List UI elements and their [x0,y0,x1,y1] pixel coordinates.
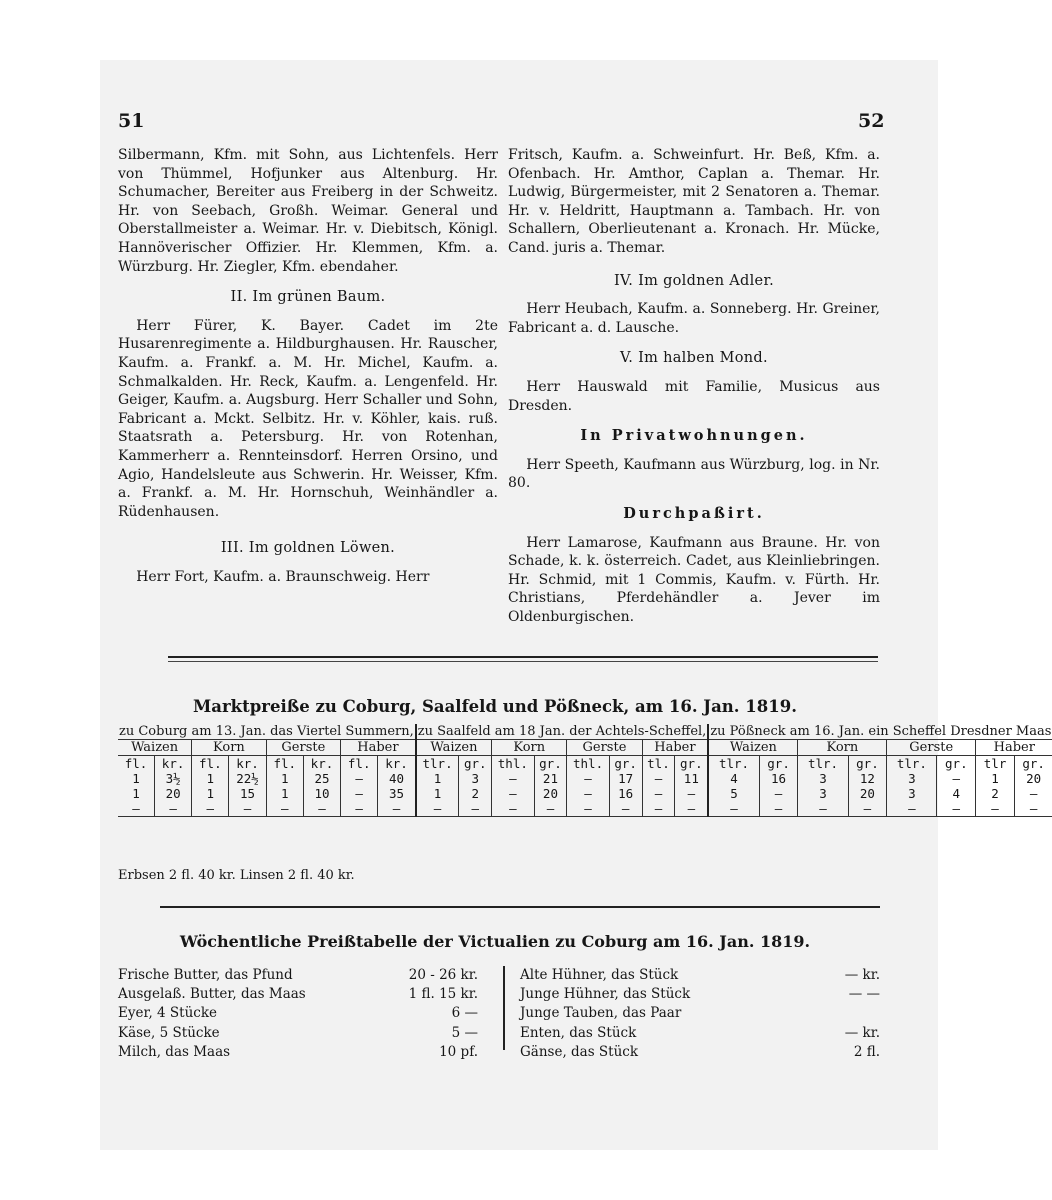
victualien-item-name: Frische Butter, das Pfund [118,967,293,983]
market-cell: fl. [266,756,303,772]
market-cell: 1 [266,771,303,786]
victualien-item-name: Käse, 5 Stücke [118,1024,220,1041]
market-cell: — [567,786,609,801]
market-cell: — [567,801,609,817]
market-cell: 1 [416,786,459,801]
market-cell: — [708,801,759,817]
victualien-left-list [118,966,478,1062]
market-footnote: Erbsen 2 fl. 40 kr. Linsen 2 fl. 40 kr. [118,868,355,883]
section-heading-7: Durchpaßirt. [623,504,765,522]
market-cell: 20 [1014,771,1052,786]
right-column [508,146,880,626]
market-cell: gr. [937,756,976,772]
market-grain-row [118,740,1052,756]
market-cell: — [675,786,708,801]
market-cell: — [459,801,492,817]
market-group-header-row [118,724,1052,740]
market-cell: thl. [567,756,609,772]
market-cell: gr. [534,756,567,772]
market-grain-header: Haber [341,740,416,756]
market-grain-header: Gerste [266,740,340,756]
page-number-right: 52 [858,110,885,132]
market-cell: 40 [378,771,416,786]
victualien-item-price: 10 pf. [439,1043,478,1060]
victualien-row [520,1004,880,1023]
right-paragraph-6: Herr Speeth, Kaufmann aus Würzburg, log. in Nr. 80. [508,456,880,492]
market-grain-header: Korn [798,740,887,756]
market-cell: 16 [759,771,798,786]
victualien-row [520,966,880,985]
market-cell: fl. [192,756,229,772]
market-grain-header: Waizen [416,740,492,756]
market-cell: 10 [303,786,340,801]
market-cell: — [192,801,229,817]
victualien-item-price: 2 fl. [853,1043,880,1060]
market-cell: 22½ [229,771,266,786]
right-paragraph-4: Herr Heubach, Kaufm. a. Sonneberg. Hr. Greiner, Fabricant a. d. Lausche. [508,301,880,336]
market-cell: fl. [124,756,148,771]
market-cell: 3½ [154,771,191,786]
market-cell: kr. [303,756,340,772]
right-paragraph-1: Fritsch, Kaufm. a. Schweinfurt. Hr. Beß, Kfm. a. Ofenbach. Hr. Amthor, Caplan a. Themar. Hr. Ludwig, Bürgermeister, mit 2 Senatoren a. Themar. Hr. v. Heldritt, Hauptmann a. Tambach. Hr. von Schallern, Oberlieutenant a. Kronach. Hr. Mücke, Cand. juris a. Themar. [508,147,880,256]
market-cell: 1 [266,786,303,801]
market-cell: gr. [459,756,492,772]
market-cell: — [118,801,154,817]
market-cell: — [492,801,534,817]
market-cell: gr. [759,756,798,772]
market-cell: 1 [132,771,140,786]
market-cell: tl. [642,756,675,772]
section-heading-2: II. Im grünen Baum. [230,289,386,306]
victualien-item-price: — kr. [844,967,880,983]
page-number-left: 51 [118,110,145,132]
market-prices-table [118,724,1052,817]
market-cell: gr. [1014,756,1052,772]
market-group-header: zu Coburg am 13. Jan. das Viertel Summern, [119,724,414,739]
market-cell: 3 [887,786,937,801]
market-cell: tlr. [887,756,937,772]
market-group-header: zu Pößneck am 16. Jan. ein Scheffel Dresdner Maas [710,724,1052,739]
market-cell: — [378,801,416,817]
victualien-row [118,1043,478,1062]
victualien-item-price: 1 fl. 15 kr. [408,986,478,1003]
victualien-row [520,1043,880,1062]
victualien-title: Wöchentliche Preißtabelle der Victualien zu Coburg am 16. Jan. 1819. [179,932,811,951]
market-cell: tlr. [708,756,759,772]
market-cell: gr. [848,756,887,772]
market-prices-title: Marktpreiße zu Coburg, Saalfeld und Pößneck, am 16. Jan. 1819. [193,697,797,716]
victualien-item-price: 6 — [451,1005,478,1022]
market-cell: fl. [341,756,378,772]
market-cell: 2 [976,786,1015,801]
victualien-item-price: — — [848,986,880,1003]
market-cell: tlr [976,756,1015,772]
market-cell: — [848,801,887,817]
market-cell: 20 [848,786,887,801]
section-heading-3: III. Im goldnen Löwen. [220,540,396,557]
market-cell: — [642,771,675,786]
left-paragraph-2: Herr Fürer, K. Bayer. Cadet im 2te Husarenregimente a. Hildburghausen. Hr. Rauscher, Kaufm. a. Frankf. a. M. Hr. Michel, Kaufm. a. Schmalkalden. Hr. Reck, Kaufm. a. Lengenfeld. Hr. Geiger, Kaufm. a. Augsburg. Herr Schaller und Sohn, Fabricant a. Mckt. Selbitz. Hr. v. Köhler, kais. ruß. Staatsrath a. Petersburg. Hr. von Rotenhan, Kammerherr a. Rennteinsdorf. Herren Orsino, und Agio, Handelsleute aus Schwerin. Hr. Weisser, Kfm. a. Frankf. a. M. Hr. Hornschuh, Weinhändler a. Rüdenhausen. [118,317,498,520]
market-cell: tlr. [416,756,459,772]
left-paragraph-3: Herr Fort, Kaufm. a. Braunschweig. Herr [136,568,430,585]
market-cell: — [341,786,378,801]
market-cell: 20 [154,786,191,801]
market-cell: — [341,801,378,817]
market-cell: 1 [976,771,1015,786]
market-cell: tlr. [798,756,848,772]
market-cell: — [266,801,303,817]
market-cell: — [492,786,534,801]
victualien-row [118,985,478,1004]
market-cell: — [759,786,798,801]
market-cell: — [798,801,848,817]
victualien-divider [503,966,505,1050]
victualien-item-name: Gänse, das Stück [520,1043,639,1060]
market-cell: — [887,801,937,817]
victualien-item-price: — kr. [844,1024,880,1041]
market-cell: — [976,801,1015,817]
section-heading-5: V. Im halben Mond. [620,350,768,367]
market-cell: — [1014,801,1052,817]
market-cell: 3 [459,771,492,786]
victualien-item-name: Ausgelaß. Butter, das Maas [118,986,306,1003]
victualien-right-list [520,966,880,1062]
section-heading-6: In Privatwohnungen. [580,427,808,445]
market-cell: 12 [848,771,887,786]
market-group-header: zu Saalfeld am 18 Jan. der Achtels-Scheffel, [417,724,707,739]
market-unit-row [118,756,1052,772]
market-cell: — [341,771,378,786]
market-grain-header: Korn [192,740,266,756]
market-grain-header: Korn [492,740,567,756]
market-cell: 2 [459,786,492,801]
market-cell: — [937,801,976,817]
market-cell: — [229,801,266,817]
victualien-item-name: Eyer, 4 Stücke [118,1005,218,1022]
market-cell: — [642,786,675,801]
victualien-item-price: 5 — [451,1024,478,1041]
market-cell: gr. [609,756,642,772]
victualien-item-name: Milch, das Maas [118,1043,231,1060]
divider-rule-1b [168,661,878,662]
market-price-row [118,786,1052,801]
market-cell: — [642,801,675,817]
market-cell: 11 [675,771,708,786]
market-cell: 4 [708,771,759,786]
victualien-item-name: Junge Hühner, das Stück [520,986,691,1003]
market-cell: 1 [132,786,140,801]
market-cell: 1 [192,786,229,801]
market-grain-header: Haber [642,740,708,756]
market-cell: — [609,801,642,817]
section-heading-4: IV. Im goldnen Adler. [614,272,774,289]
market-cell: 20 [534,786,567,801]
victualien-row [118,1004,478,1023]
market-cell: gr. [675,756,708,772]
market-cell: 21 [534,771,567,786]
market-cell: 4 [937,786,976,801]
market-cell: 17 [609,771,642,786]
right-paragraph-7: Herr Lamarose, Kaufmann aus Braune. Hr. von Schade, k. k. österreich. Cadet, aus Kleinliebringen. Hr. Schmid, mit 1 Commis, Kaufm. v. Fürth. Hr. Christians, Pferdehändler a. Jever im Oldenburgischen. [508,534,880,625]
market-grain-header: Gerste [887,740,976,756]
market-cell: kr. [378,756,416,772]
market-cell: — [416,801,459,817]
market-cell: kr. [229,756,266,772]
market-cell: thl. [492,756,534,772]
victualien-row [118,966,478,985]
market-cell: 16 [609,786,642,801]
market-cell: 5 [708,786,759,801]
market-cell: — [534,801,567,817]
market-price-row [118,801,1052,817]
market-cell: — [759,801,798,817]
market-grain-header: Gerste [567,740,642,756]
victualien-item-price: 20 - 26 kr. [408,967,478,983]
right-paragraph-5: Herr Hauswald mit Familie, Musicus aus Dresden. [508,378,880,414]
victualien-item-name: Alte Hühner, das Stück [520,967,679,983]
market-cell: 3 [798,786,848,801]
left-paragraph-1: Silbermann, Kfm. mit Sohn, aus Lichtenfels. Herr von Thümmel, Hofjunker aus Altenburg. Hr. Schumacher, Bereiter aus Freiberg in der Schweitz. Hr. von Seebach, Großh. Weimar. General und Oberstallmeister a. Weimar. Hr. v. Diebitsch, Königl. Hannöverischer Offizier. Hr. Klemmen, Kfm. a. Würzburg. Hr. Ziegler, Kfm. ebendaher. [118,147,498,275]
market-grain-header: Waizen [118,740,192,756]
victualien-row [118,1024,478,1043]
market-cell: 25 [303,771,340,786]
market-cell: — [567,771,609,786]
market-cell: — [1014,786,1052,801]
market-cell: 3 [798,771,848,786]
market-cell: — [675,801,708,817]
market-grain-header: Haber [976,740,1052,756]
market-cell: 35 [378,786,416,801]
victualien-item-name: Enten, das Stück [520,1024,637,1041]
divider-rule-1 [168,656,878,658]
victualien-item-name: Junge Tauben, das Paar [520,1005,682,1022]
market-price-row [118,771,1052,786]
victualien-row [520,1024,880,1043]
market-grain-header: Waizen [708,740,798,756]
market-cell: — [303,801,340,817]
victualien-row [520,985,880,1004]
market-cell: — [937,771,976,786]
market-cell: 1 [416,771,459,786]
market-cell: 1 [192,771,229,786]
market-cell: 3 [887,771,937,786]
market-cell: kr. [154,756,191,772]
market-cell: — [154,801,191,817]
market-cell: 15 [229,786,266,801]
market-cell: — [492,771,534,786]
divider-rule-2 [160,906,880,908]
left-column [118,146,498,586]
